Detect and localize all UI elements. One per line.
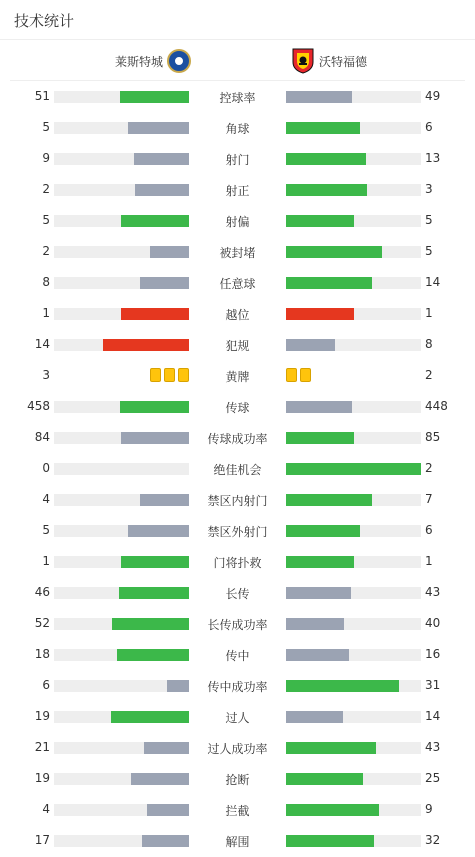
- away-bar-track: [286, 308, 421, 320]
- yellow-card-icon: [300, 368, 311, 382]
- away-bar-track: [286, 463, 421, 475]
- home-bar-track: [54, 153, 189, 165]
- away-team[interactable]: [292, 41, 367, 81]
- stat-label: 射正: [225, 184, 250, 198]
- stat-label: 过人成功率: [207, 742, 268, 756]
- away-bar-track: [286, 773, 421, 785]
- stat-label: 传中: [225, 649, 250, 663]
- home-value: 18: [34, 647, 50, 661]
- away-value: 9: [425, 802, 433, 816]
- away-value: 6: [425, 523, 433, 537]
- away-bar-track: [286, 122, 421, 134]
- away-bar-fill: [286, 153, 366, 165]
- stats-list: [0, 81, 475, 856]
- home-bar-fill: [140, 277, 189, 289]
- home-bar-fill: [121, 308, 189, 320]
- home-value: 51: [34, 89, 50, 103]
- away-bar-fill: [286, 401, 352, 413]
- home-value: 0: [42, 461, 50, 475]
- away-bar-fill: [286, 122, 360, 134]
- home-bar-fill: [128, 122, 189, 134]
- stat-row: [0, 81, 475, 112]
- away-value: 5: [425, 244, 433, 258]
- away-bar-track: [286, 91, 421, 103]
- home-bar-track: [54, 432, 189, 444]
- home-value: 5: [42, 523, 50, 537]
- away-bar-track: [286, 432, 421, 444]
- stat-label: 过人: [225, 711, 250, 725]
- home-bar-fill: [121, 556, 189, 568]
- home-bar-fill: [121, 432, 189, 444]
- home-bar-fill: [147, 804, 189, 816]
- home-value: 5: [42, 213, 50, 227]
- stats-header: [0, 0, 475, 40]
- stat-row: [0, 422, 475, 453]
- stat-label: 越位: [225, 308, 250, 322]
- away-value: 31: [425, 678, 441, 692]
- away-bar-fill: [286, 556, 354, 568]
- home-bar-track: [54, 711, 189, 723]
- away-value: 13: [425, 151, 441, 165]
- teams-row: [10, 41, 465, 81]
- home-bar-fill: [112, 618, 189, 630]
- stat-row: [0, 670, 475, 701]
- away-bar-fill: [286, 649, 349, 661]
- away-bar-fill: [286, 773, 363, 785]
- stat-label: 犯规: [225, 339, 250, 353]
- stat-row: [0, 608, 475, 639]
- yellow-card-icon: [178, 368, 189, 382]
- away-bar-fill: [286, 680, 399, 692]
- stat-row: [0, 453, 475, 484]
- away-bar-track: [286, 339, 421, 351]
- home-bar-track: [54, 804, 189, 816]
- home-value: 4: [42, 492, 50, 506]
- away-value: 1: [425, 554, 433, 568]
- home-bar-fill: [111, 711, 189, 723]
- away-bar-track: [286, 277, 421, 289]
- home-bar-track: [54, 773, 189, 785]
- home-bar-fill: [131, 773, 189, 785]
- stat-label: 被封堵: [219, 246, 256, 260]
- stat-label: 传中成功率: [207, 680, 268, 694]
- stat-label: 禁区外射门: [207, 525, 268, 539]
- stat-row: [0, 639, 475, 670]
- away-value: 14: [425, 275, 441, 289]
- stat-row: [0, 267, 475, 298]
- away-bar-fill: [286, 432, 354, 444]
- home-value: 8: [42, 275, 50, 289]
- away-bar-fill: [286, 463, 421, 475]
- home-value: 19: [34, 771, 50, 785]
- away-bar-fill: [286, 711, 343, 723]
- away-value: 85: [425, 430, 441, 444]
- away-value: 16: [425, 647, 441, 661]
- stat-row: [0, 360, 475, 391]
- home-bar-track: [54, 122, 189, 134]
- page-title: 技术统计: [14, 12, 75, 30]
- away-bar-fill: [286, 742, 376, 754]
- away-bar-fill: [286, 184, 367, 196]
- home-bar-fill: [120, 401, 189, 413]
- home-bar-track: [54, 339, 189, 351]
- leicester-crest-icon: [167, 49, 191, 73]
- away-value: 448: [425, 399, 448, 413]
- home-bar-fill: [120, 91, 189, 103]
- home-bar-track: [54, 463, 189, 475]
- away-bar-track: [286, 556, 421, 568]
- stat-row: [0, 174, 475, 205]
- stat-row: [0, 546, 475, 577]
- home-value: 46: [34, 585, 50, 599]
- stat-label: 传球成功率: [207, 432, 268, 446]
- home-yellow-cards: [150, 368, 189, 382]
- home-value: 3: [42, 368, 50, 382]
- home-bar-track: [54, 618, 189, 630]
- away-bar-fill: [286, 91, 352, 103]
- away-bar-track: [286, 680, 421, 692]
- away-bar-track: [286, 804, 421, 816]
- away-value: 6: [425, 120, 433, 134]
- stat-row: [0, 763, 475, 794]
- stat-label: 抢断: [225, 773, 250, 787]
- home-bar-fill: [167, 680, 189, 692]
- home-value: 5: [42, 120, 50, 134]
- stat-label: 传球: [225, 401, 250, 415]
- away-bar-fill: [286, 339, 335, 351]
- away-bar-fill: [286, 587, 351, 599]
- away-bar-track: [286, 587, 421, 599]
- stat-label: 拦截: [225, 804, 250, 818]
- home-team[interactable]: [115, 41, 191, 81]
- away-bar-track: [286, 153, 421, 165]
- home-value: 2: [42, 244, 50, 258]
- away-bar-track: [286, 525, 421, 537]
- stat-row: [0, 825, 475, 856]
- away-value: 49: [425, 89, 441, 103]
- stat-label: 长传成功率: [207, 618, 268, 632]
- away-bar-fill: [286, 525, 360, 537]
- stat-label: 长传: [225, 587, 250, 601]
- away-bar-track: [286, 742, 421, 754]
- home-bar-fill: [128, 525, 189, 537]
- away-value: 5: [425, 213, 433, 227]
- away-yellow-cards: [286, 368, 311, 382]
- stat-label: 任意球: [219, 277, 256, 291]
- home-value: 19: [34, 709, 50, 723]
- stat-label: 控球率: [219, 91, 256, 105]
- home-bar-track: [54, 587, 189, 599]
- away-bar-track: [286, 711, 421, 723]
- home-bar-fill: [140, 494, 189, 506]
- home-bar-fill: [119, 587, 189, 599]
- home-bar-fill: [121, 215, 189, 227]
- home-bar-track: [54, 184, 189, 196]
- away-bar-track: [286, 215, 421, 227]
- home-value: 4: [42, 802, 50, 816]
- stat-label: 门将扑救: [213, 556, 262, 570]
- away-bar-track: [286, 184, 421, 196]
- away-bar-fill: [286, 308, 354, 320]
- away-bar-track: [286, 494, 421, 506]
- away-value: 43: [425, 740, 441, 754]
- home-bar-track: [54, 680, 189, 692]
- stat-label: 禁区内射门: [207, 494, 268, 508]
- home-value: 2: [42, 182, 50, 196]
- yellow-card-icon: [164, 368, 175, 382]
- stat-label: 射门: [225, 153, 250, 167]
- away-value: 43: [425, 585, 441, 599]
- home-value: 9: [42, 151, 50, 165]
- home-bar-track: [54, 215, 189, 227]
- away-value: 1: [425, 306, 433, 320]
- watford-crest-icon: [292, 48, 314, 74]
- away-bar-track: [286, 618, 421, 630]
- away-bar-track: [286, 649, 421, 661]
- away-bar-track: [286, 246, 421, 258]
- away-value: 3: [425, 182, 433, 196]
- home-bar-fill: [103, 339, 189, 351]
- away-bar-track: [286, 835, 421, 847]
- away-team-name: 沃特福德: [319, 54, 368, 69]
- stat-row: [0, 484, 475, 515]
- home-value: 6: [42, 678, 50, 692]
- stat-label: 角球: [225, 122, 250, 136]
- home-value: 1: [42, 306, 50, 320]
- stat-row: [0, 391, 475, 422]
- away-value: 25: [425, 771, 441, 785]
- stat-row: [0, 205, 475, 236]
- away-value: 2: [425, 368, 433, 382]
- home-value: 14: [34, 337, 50, 351]
- stat-row: [0, 515, 475, 546]
- away-value: 32: [425, 833, 441, 847]
- away-value: 2: [425, 461, 433, 475]
- away-bar-fill: [286, 215, 354, 227]
- home-value: 52: [34, 616, 50, 630]
- stat-row: [0, 577, 475, 608]
- stat-label: 绝佳机会: [213, 463, 262, 477]
- away-bar-fill: [286, 618, 344, 630]
- home-bar-fill: [142, 835, 189, 847]
- away-value: 40: [425, 616, 441, 630]
- home-bar-track: [54, 91, 189, 103]
- home-bar-track: [54, 401, 189, 413]
- home-value: 458: [27, 399, 50, 413]
- home-value: 1: [42, 554, 50, 568]
- stat-label: 射偏: [225, 215, 250, 229]
- home-bar-track: [54, 246, 189, 258]
- stat-row: [0, 112, 475, 143]
- stat-row: [0, 143, 475, 174]
- home-bar-fill: [135, 184, 189, 196]
- away-bar-fill: [286, 804, 379, 816]
- home-bar-fill: [117, 649, 189, 661]
- yellow-card-icon: [150, 368, 161, 382]
- home-bar-fill: [134, 153, 189, 165]
- home-bar-fill: [150, 246, 189, 258]
- stat-label: 黄牌: [225, 370, 250, 384]
- stat-row: [0, 236, 475, 267]
- stat-row: [0, 732, 475, 763]
- home-bar-track: [54, 742, 189, 754]
- home-bar-fill: [144, 742, 189, 754]
- stat-row: [0, 329, 475, 360]
- yellow-card-icon: [286, 368, 297, 382]
- home-bar-track: [54, 494, 189, 506]
- stat-label: 解围: [225, 835, 250, 849]
- stat-row: [0, 701, 475, 732]
- home-team-name: 莱斯特城: [114, 54, 163, 69]
- home-value: 17: [34, 833, 50, 847]
- away-bar-track: [286, 401, 421, 413]
- home-bar-track: [54, 835, 189, 847]
- home-bar-track: [54, 277, 189, 289]
- away-value: 14: [425, 709, 441, 723]
- home-bar-track: [54, 525, 189, 537]
- away-bar-fill: [286, 277, 372, 289]
- stat-row: [0, 794, 475, 825]
- home-bar-track: [54, 308, 189, 320]
- home-bar-track: [54, 649, 189, 661]
- away-bar-fill: [286, 835, 374, 847]
- home-value: 84: [34, 430, 50, 444]
- home-bar-track: [54, 556, 189, 568]
- home-value: 21: [34, 740, 50, 754]
- away-bar-fill: [286, 246, 382, 258]
- away-bar-fill: [286, 494, 372, 506]
- away-value: 8: [425, 337, 433, 351]
- stat-row: [0, 298, 475, 329]
- away-value: 7: [425, 492, 433, 506]
